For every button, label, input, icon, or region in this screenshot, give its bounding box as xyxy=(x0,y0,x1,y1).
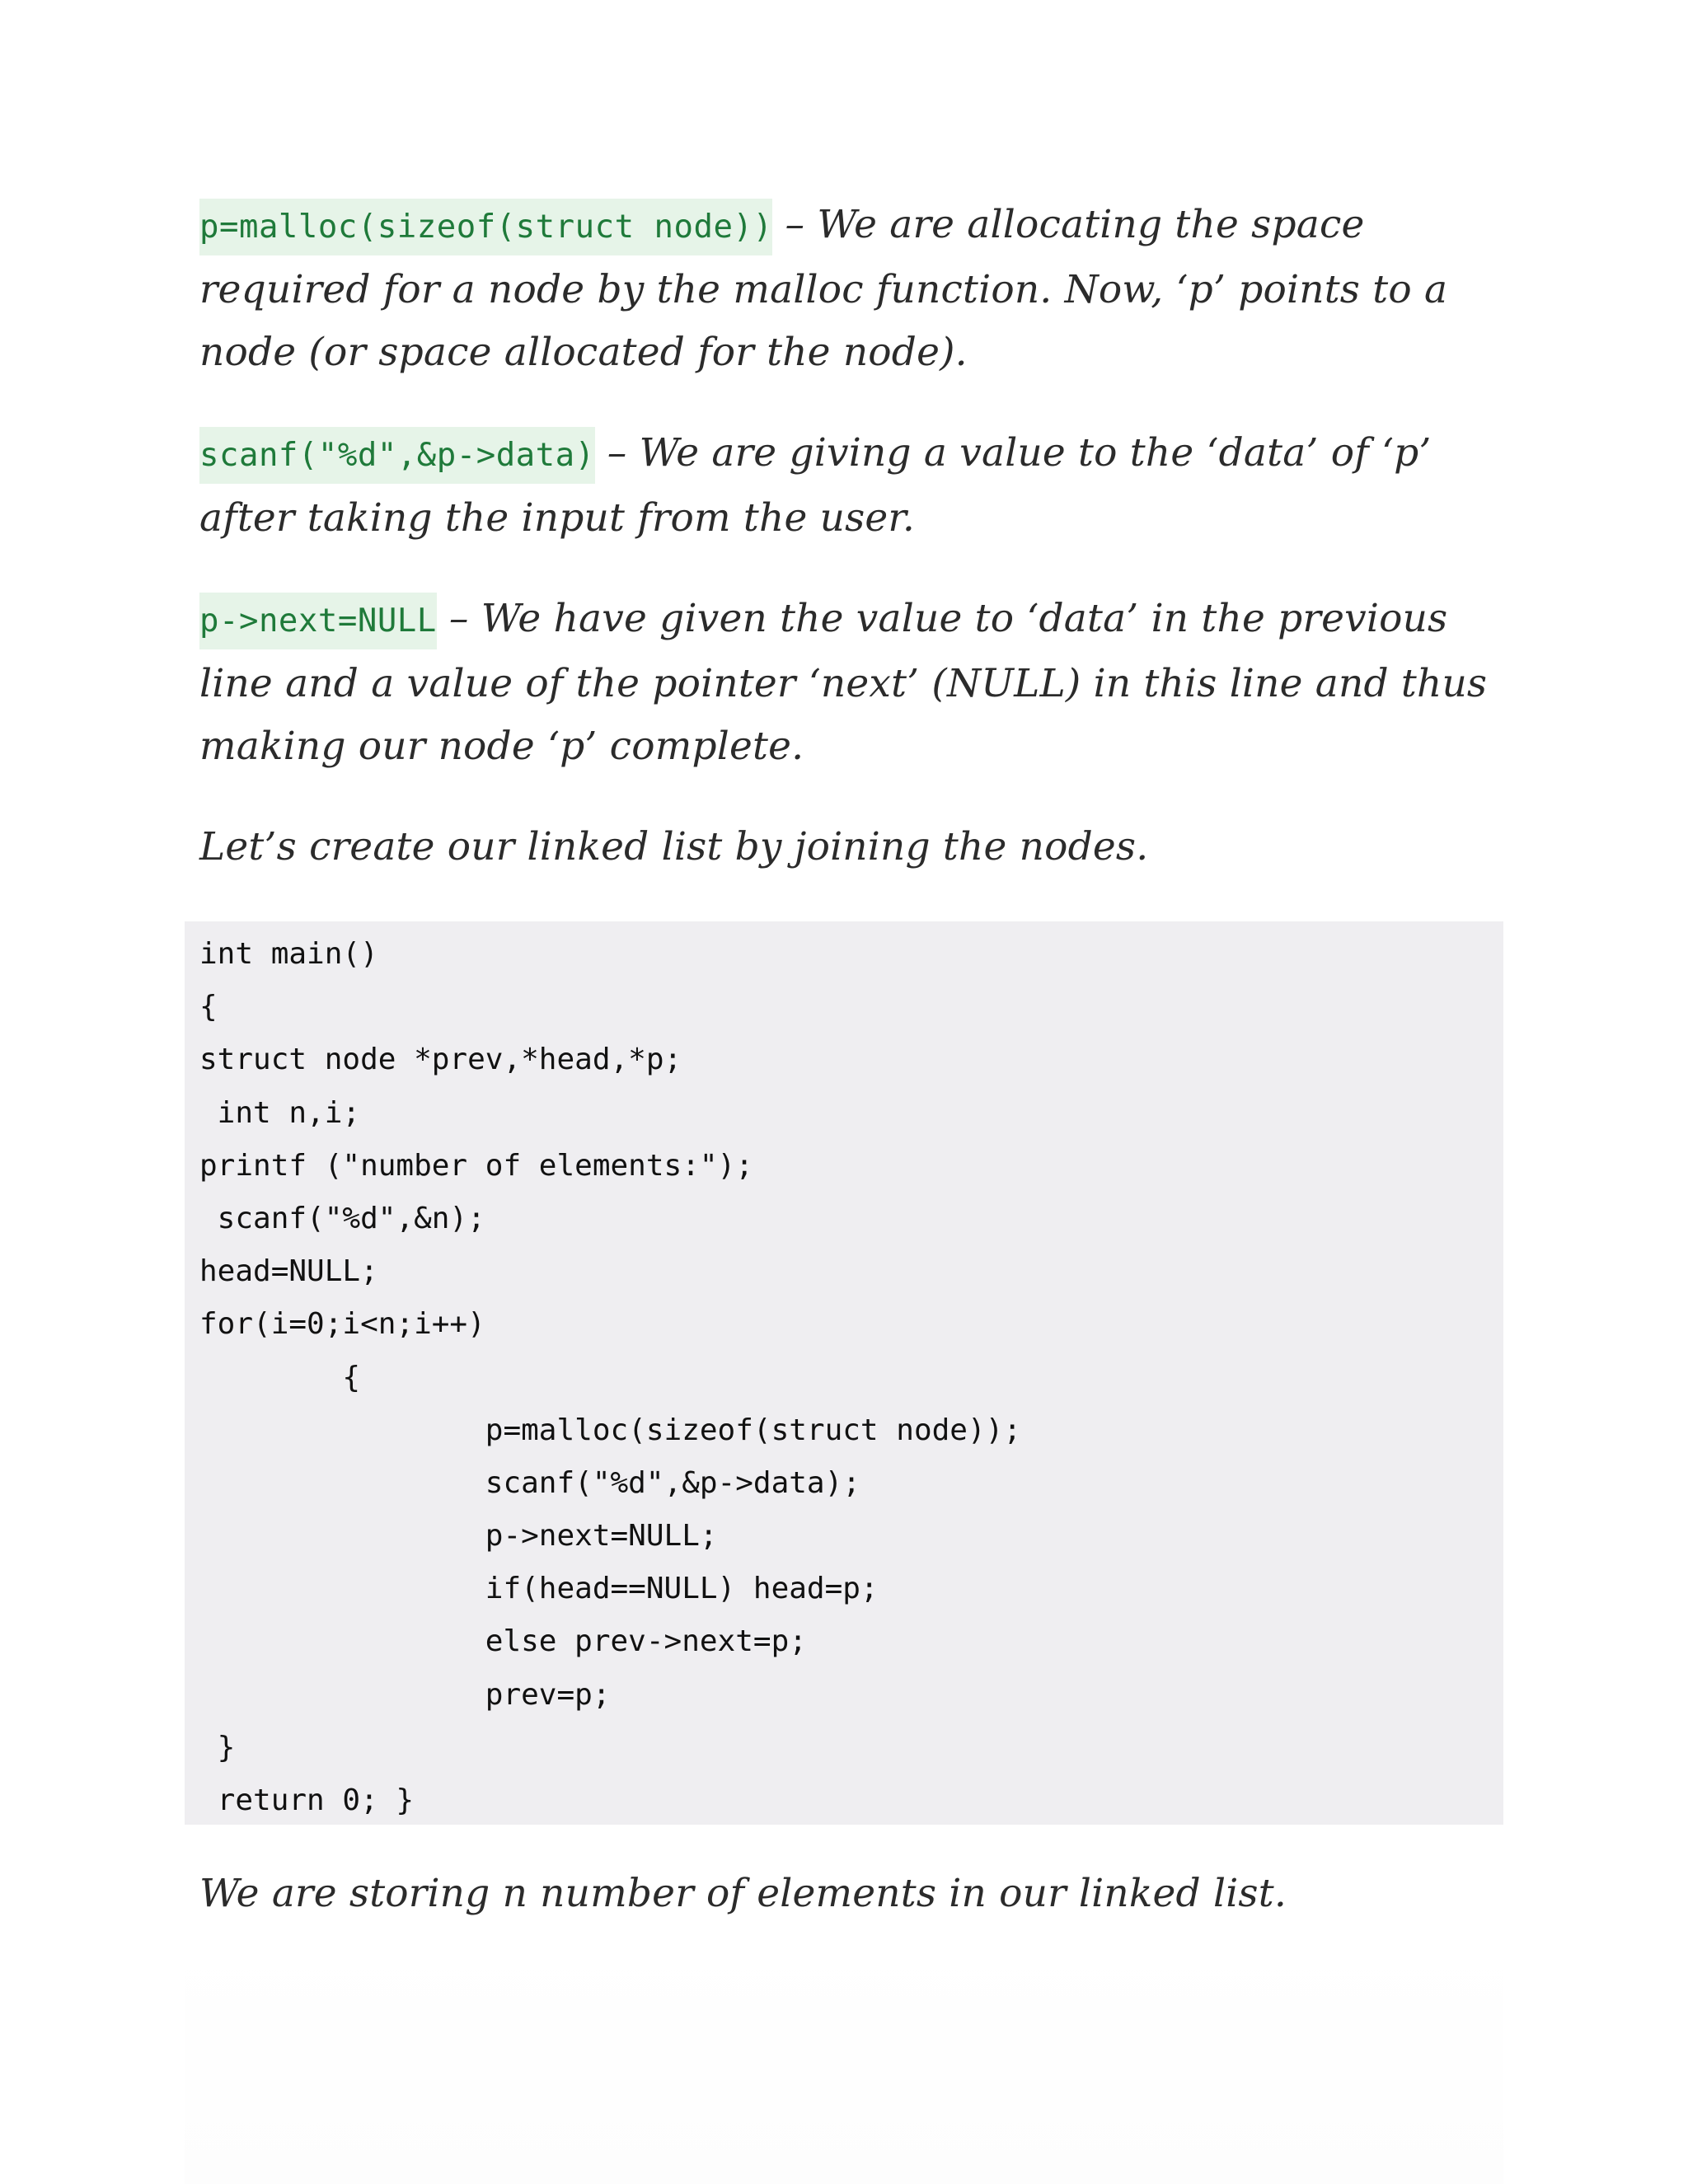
code-line: int main() xyxy=(199,937,378,971)
code-line: { xyxy=(199,1360,361,1394)
next-null-explanation xyxy=(199,588,1510,778)
scanf-explanation xyxy=(199,422,1510,550)
next-null-code-snippet: p->next=NULL xyxy=(199,593,437,649)
code-line: p->next=NULL; xyxy=(199,1519,718,1554)
scanf-explanation-text: – We are giving a value to the ‘data’ of ‘p’ after taking the input from the user. xyxy=(199,430,1432,541)
code-line: else prev->next=p; xyxy=(199,1624,807,1659)
code-line: { xyxy=(199,990,218,1024)
code-line: printf ("number of elements:"); xyxy=(199,1148,753,1183)
code-block xyxy=(185,921,1503,1825)
code-line: if(head==NULL) head=p; xyxy=(199,1572,879,1606)
code-line: return 0; } xyxy=(199,1783,415,1817)
page-background-band xyxy=(185,1937,1503,2184)
code-line: scanf("%d",&n); xyxy=(199,1201,485,1235)
code-line: for(i=0;i<n;i++) xyxy=(199,1307,485,1342)
malloc-code-snippet: p=malloc(sizeof(struct node)) xyxy=(199,199,772,255)
closing-paragraph: We are storing n number of elements in our linked list. xyxy=(199,1871,1287,1916)
code-line: prev=p; xyxy=(199,1677,611,1712)
code-line: int n,i; xyxy=(199,1095,361,1130)
code-line: head=NULL; xyxy=(199,1254,378,1289)
code-line: scanf("%d",&p->data); xyxy=(199,1465,860,1500)
intro-paragraph: Let’s create our linked list by joining the nodes. xyxy=(199,824,1149,869)
code-line: struct node *prev,*head,*p; xyxy=(199,1043,682,1077)
code-line: } xyxy=(199,1730,236,1765)
malloc-explanation xyxy=(199,194,1510,384)
next-null-explanation-text: – We have given the value to ‘data’ in the previous line and a value of the pointer ‘next’ (NULL) in this line and thus making our node ‘p’ complete. xyxy=(199,596,1488,769)
code-line: p=malloc(sizeof(struct node)); xyxy=(199,1413,1021,1447)
explanation-section xyxy=(199,194,1510,916)
scanf-code-snippet: scanf("%d",&p->data) xyxy=(199,427,595,484)
malloc-explanation-text: – We are allocating the space required for a node by the malloc function. Now, ‘p’ points to a node (or space allocated for the node). xyxy=(199,202,1448,375)
